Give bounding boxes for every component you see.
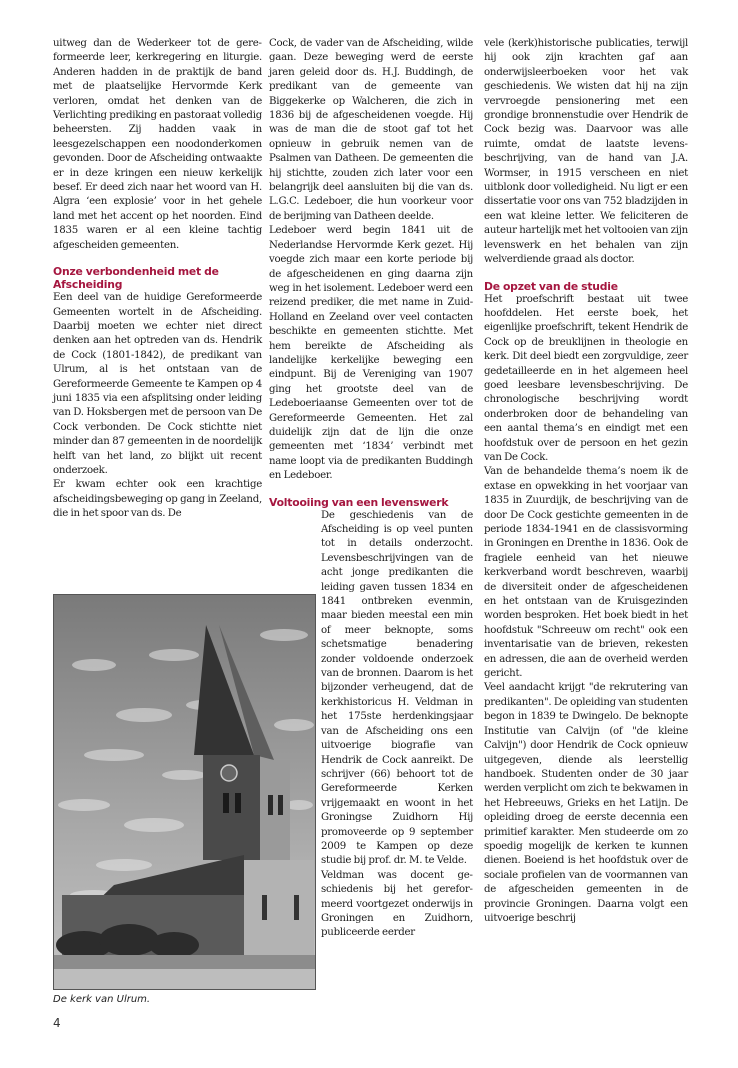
church-illustration bbox=[54, 595, 315, 989]
paragraph: Van de behandelde thema’s noem ik de extase en opwekking in het voorjaar van 1835 in Zuurdijk, de beschrijving van de door De Cock gestichte gemeenten in de periode 1834-1941 en de classisvorming in Groningen en Drenthe in 1836. Ook de fragiele eenheid van het nieuwe kerkverband wordt beschreven, waarbij de diversiteit onder de afgescheidenen en het ontstaan van de Kruisgezinden worden besproken. Het boek biedt in het hoofdstuk "Schreeuw om recht" ook een inventarisatie van de brieven, rekesten en adressen, die aan de overheid werden gericht. bbox=[484, 466, 688, 680]
paragraph: Ledeboer werd begin 1841 uit de Nederlandse Hervormde Kerk gezet. Hij voegde zich maar een korte periode bij de afgescheidenen en ging daarna zijn weg in het isolement. Ledeboer werd een reizend prediker, die met name in Zuid-Holland en Zeeland over veel contacten beschikte en gemeenten stichtte. Met hem bereikte de Afscheiding als landelijke kerkelijke beweging een eindpunt. Bij de Vereniging van 1907 ging het grootste deel van de Ledeboeriaanse Gemeenten over tot de Gereformeerde Gemeenten. Het zal duidelijk zijn dat de lijn die onze gemeenten met ‘1834’ verbindt met name loopt via de predikanten Buddingh en Ledeboer. bbox=[269, 225, 473, 482]
tower-window bbox=[223, 793, 229, 813]
section-heading-verbondenheid: Onze verbondenheid met de Afscheiding bbox=[53, 265, 219, 292]
tower-window bbox=[278, 795, 283, 815]
section-heading-voltooiing: Voltooiing van een levenswerk bbox=[269, 495, 449, 509]
paragraph: Er kwam echter ook een krachtige afscheidingsbeweging op gang in Zeeland, die in het spoor van ds. De bbox=[53, 479, 262, 520]
road bbox=[54, 969, 315, 989]
section-heading-opzet: De opzet van de studie bbox=[484, 279, 618, 293]
tower-base bbox=[244, 860, 314, 960]
paragraph-text: De geschiedenis van de Afscheiding is op veel punten tot in details onderzocht. Levensbeschrijvingen van de acht jonge predikanten die leiding gaven tussen 1834 en 1841 ontbreken evenmin, maar bieden meestal een min of meer beknopte, soms schetsmatige benadering zonder voldoende onderzoek van de bronnen. Daarom is het bijzonder verheugend, dat de kerkhistoricus H. Veldman in het 175ste herdenkingsjaar van de Afscheiding ons een uitvoerige biografie van Hendrik de Cock aanreikt. De schrijver (66) behoort tot de Gereformeerde Kerken vrijgemaakt en woont in het Groningse Zuidhorn Hij promoveerde op 9 september 2009 te Kampen op deze studie bij prof. dr. M. te Velde. bbox=[321, 509, 473, 867]
tower-window bbox=[235, 793, 241, 813]
tower-side bbox=[260, 760, 290, 860]
paragraph: Cock, de vader van de Afscheiding, wilde gaan. Deze beweging werd de eerste jaren geleid door ds. H.J. Buddingh, de predikant van de gemeente van Biggekerke op Walcheren, die zich in 1836 bij de afgescheidenen voegde. Hij was de man die de stoot gaf tot het opnieuw in gebruik nemen van de Psalmen van Datheen. De gemeenten die hij stichtte, zouden zich later voor een belangrijk deel aansluiten bij die van ds. L.G.C. Ledeboer, die hun voorkeur voor de berijming van Datheen deelde. bbox=[269, 38, 473, 222]
church-photo bbox=[53, 594, 316, 990]
paragraph: Het proefschrift bestaat uit twee hoofddelen. Het eerste boek, het eigenlijke proefschrift, tekent Hendrik de Cock op de breuklijnen in theologie en kerk. Dit deel biedt een zorgvuldige, zeer gedetailleerde en in het algemeen heel goed leesbare levensbeschrijving. De chronologische beschrijving wordt onderbroken door de behandeling van een aantal thema’s en eindigt met een hoofdstuk over de persoon en het gezin van De Cock. bbox=[484, 293, 688, 463]
clock bbox=[221, 765, 237, 781]
hedge bbox=[54, 955, 315, 969]
paragraph: uitweg dan de Wederkeer tot de gereformeerde leer, kerkregering en liturgie. Anderen hadden in de praktijk de band met de plaatselijke Hervormde Kerk verloren, omdat het denken van de Verlichting prediking en pastoraat volledig beheersten. Zij hadden vaak in leesgezelschappen een noodonderkomen gevonden. Door de Afscheiding ontwaakte er in deze kringen een nieuw kerkelijk besef. Er deed zich naar het woord van H. Algra ‘een explosie’ voor in het gehele land met het accent op het noorden. Eind 1835 waren er al een kleine tachtig afgescheiden gemeenten. bbox=[53, 38, 262, 251]
paragraph: vele (kerk)historische publicaties, terwijl hij ook zijn krachten gaf aan onderwijsleerboeken voor het vak geschiedenis. We wisten dat hij na zijn vervroegde pensionering met een grondige bronnenstudie over Hendrik de Cock bezig was. Daarvoor was alle ruimte, omdat de laatste levensbeschrijving, van de hand van J.A. Wormser, in 1915 verscheen en niet uitblonk door volledigheid. Nu ligt er een dissertatie voor ons van 752 bladzijden in een wat kleine letter. We feliciteren de auteur hartelijk met het voltooien van zijn levenswerk en het behalen van zijn welverdiende graad als doctor. bbox=[484, 38, 688, 266]
photo-caption: De kerk van Ulrum. bbox=[53, 994, 151, 1005]
tower-window bbox=[268, 795, 273, 815]
paragraph-text: Veldman was docent geschiedenis bij het gereformeerd voortgezet onderwijs in Groningen en Zuidhorn, publiceerde eerder bbox=[321, 869, 473, 939]
paragraph: Veel aandacht krijgt "de rekrutering van predikanten". De opleiding van studenten begon in 1839 te Dwingelo. De beknopte Institutie van Calvijn (of "de kleine Calvijn") door Hendrik de Cock opnieuw uitgegeven, diende als leerstellig handboek. Studenten onder de 30 jaar werden verplicht om zich te bekwamen in het Hebreeuws, Grieks en het Latijn. De opleiding droeg de eerste decennia een primitief karakter. Men studeerde om zo spoedig mogelijk de kerken te kunnen dienen. Boeiend is het hoofdstuk over de sociale profielen van de voormannen van de afgescheiden gemeenten in de provincie Groningen. Daarna volgt een uitvoerige beschrij bbox=[484, 682, 688, 924]
base-window bbox=[262, 895, 267, 920]
page-number: 4 bbox=[53, 1016, 61, 1030]
base-window bbox=[294, 895, 299, 920]
column-1 bbox=[53, 37, 262, 522]
column-3 bbox=[484, 37, 688, 926]
paragraph: Een deel van de huidige Gereformeerde Gemeenten wortelt in de Afscheiding. Daarbij moeten we echter niet direct denken aan het optreden van ds. Hendrik de Cock (1801-1842), de predikant van Ulrum, al is het ontstaan van de Gereformeerde Gemeente te Kampen op 4 juni 1835 via een afsplitsing onder leiding van D. Hoksbergen met de persoon van De Cock verbonden. De Cock stichtte niet minder dan 87 gemeenten in de noordelijk helft van het land, zo blijkt uit recent onderzoek. bbox=[53, 292, 262, 476]
